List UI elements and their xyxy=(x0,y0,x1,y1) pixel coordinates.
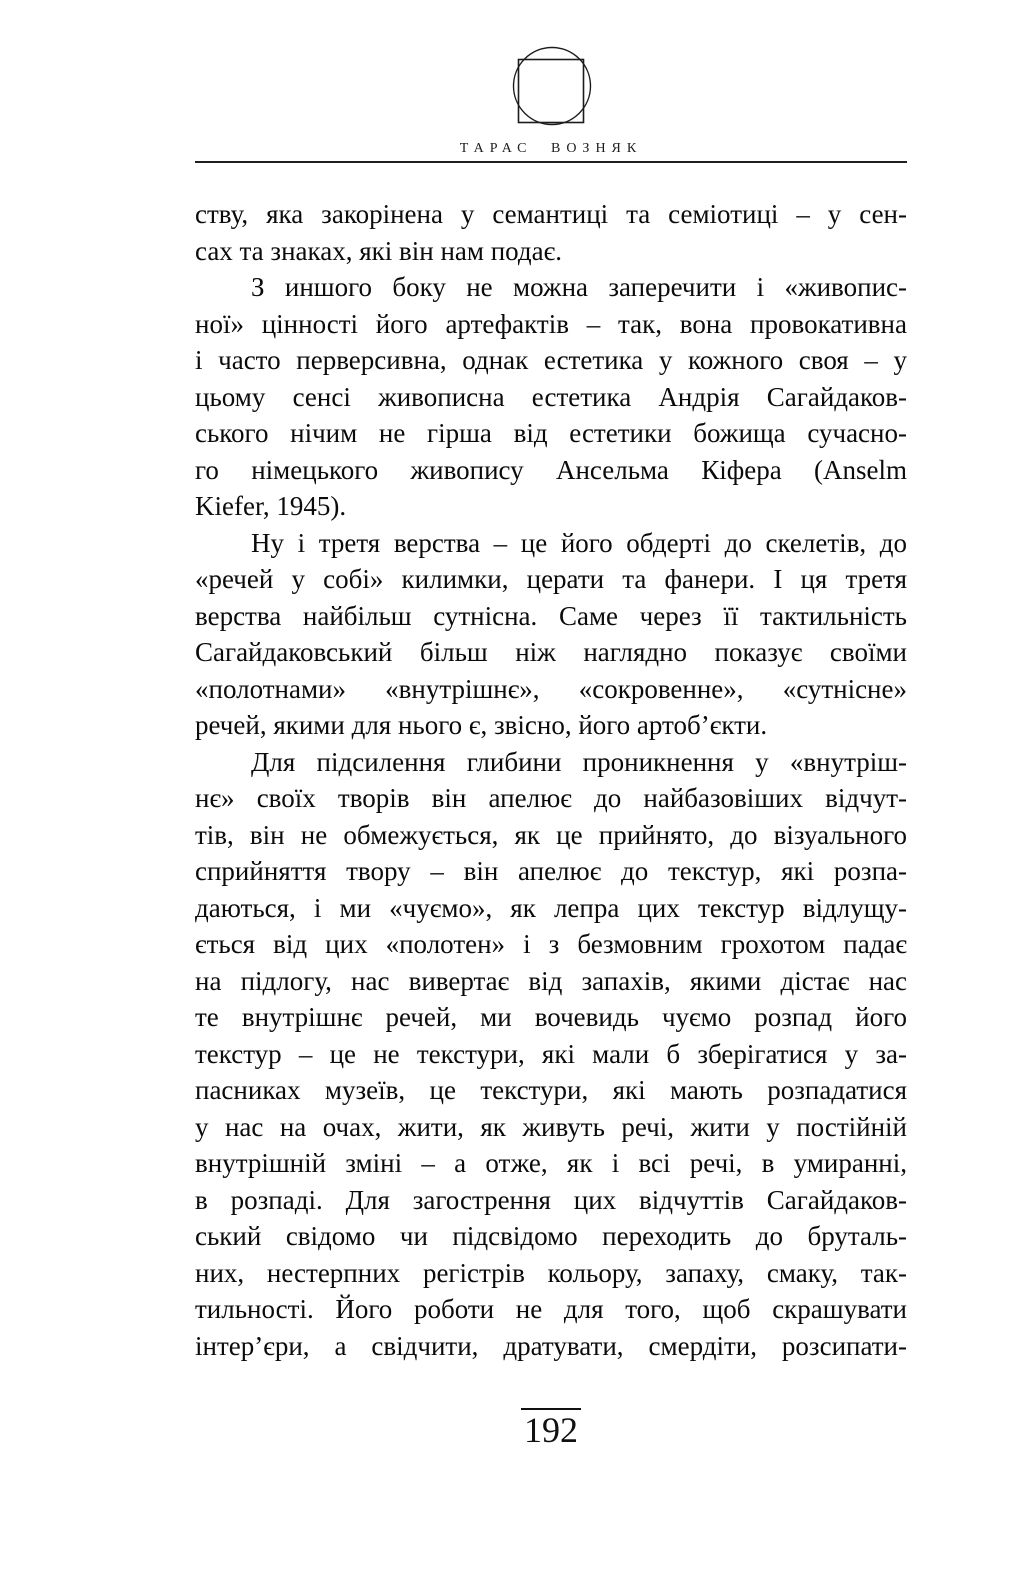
page-footer xyxy=(195,1408,907,1449)
text-line: даються, і ми «чуємо», як лепра цих текстур відлущу- xyxy=(195,892,907,923)
paragraph xyxy=(195,744,907,1365)
text-line: тильності. Його роботи не для того, щоб скрашувати xyxy=(195,1294,907,1324)
text-line: ству, яка закорінена у семантиці та семіотиці – у сен- xyxy=(195,199,907,229)
text-line: ський свідомо чи підсвідомо переходить до бруталь- xyxy=(195,1221,907,1251)
circle-square-emblem-icon xyxy=(509,46,593,130)
text-line: внутрішній зміні – а отже, як і всі речі, в умиранні, xyxy=(195,1148,907,1178)
paragraph xyxy=(195,525,907,744)
text-line: інтер’єри, а свідчити, дратувати, смердіти, розсипати- xyxy=(195,1330,907,1361)
header-rule xyxy=(195,161,907,163)
author-name: ТАРАС ВОЗНЯК xyxy=(459,141,643,156)
text-line: у нас на очах, жити, як живуть речі, жити у постійній xyxy=(195,1111,907,1142)
text-line: цьому сенсі живописна естетика Андрія Сагайдаков- xyxy=(195,381,907,412)
page-number: 192 xyxy=(521,1408,581,1449)
text-line: го німецького живопису Ансельма Кіфера (Anselm xyxy=(195,454,907,485)
body-text xyxy=(195,196,907,1364)
text-line: нє» своїх творів він апелює до найбазовіших відчут- xyxy=(195,783,907,813)
paragraph xyxy=(195,269,907,525)
paragraph xyxy=(195,196,907,269)
text-line: сах та знаках, які він нам подає. xyxy=(195,235,562,266)
text-line: Ну і третя верства – це його обдерті до скелетів, до xyxy=(251,527,907,558)
text-line: на підлогу, нас вивертає від запахів, якими дістає нас xyxy=(195,965,907,996)
text-line: те внутрішнє речей, ми вочевидь чуємо розпад його xyxy=(195,1002,907,1032)
text-line: ського нічим не гірша від естетики божища сучасно- xyxy=(195,418,907,448)
text-line: тів, він не обмежується, як це прийнято, до візуального xyxy=(195,819,907,850)
text-line: і часто перверсивна, однак естетика у кожного своя – у xyxy=(195,345,907,375)
content-column xyxy=(195,0,907,1364)
page-header xyxy=(195,0,907,163)
text-line: Сагайдаковський більш ніж наглядно показує своїми xyxy=(195,637,907,667)
text-line: Для підсилення глибини проникнення у «внутріш- xyxy=(251,746,907,777)
text-line: ної» цінності його артефактів – так, вона провокативна xyxy=(195,308,907,339)
text-line: верства найбільш сутнісна. Саме через її тактильність xyxy=(195,600,907,631)
text-line: них, нестерпних регістрів кольору, запаху, смаку, так- xyxy=(195,1257,907,1288)
text-line: З иншого боку не можна заперечити і «живопис- xyxy=(251,272,907,302)
text-line: Kiefer, 1945). xyxy=(195,491,347,521)
text-line: ється від цих «полотен» і з безмовним грохотом падає xyxy=(195,929,907,959)
text-line: речей, якими для нього є, звісно, його артоб’єкти. xyxy=(195,710,768,740)
text-line: «речей у собі» килимки, церати та фанери. І ця третя xyxy=(195,564,907,594)
text-line: сприйняття твору – він апелює до текстур, які розпа- xyxy=(195,856,907,886)
text-line: «полотнами» «внутрішнє», «сокровенне», «сутнісне» xyxy=(195,673,907,704)
text-line: пасниках музеїв, це текстури, які мають розпадатися xyxy=(195,1075,907,1105)
text-line: в розпаді. Для загострення цих відчуттів Сагайдаков- xyxy=(195,1184,907,1215)
text-line: текстур – це не текстури, які мали б зберігатися у за- xyxy=(195,1038,907,1069)
